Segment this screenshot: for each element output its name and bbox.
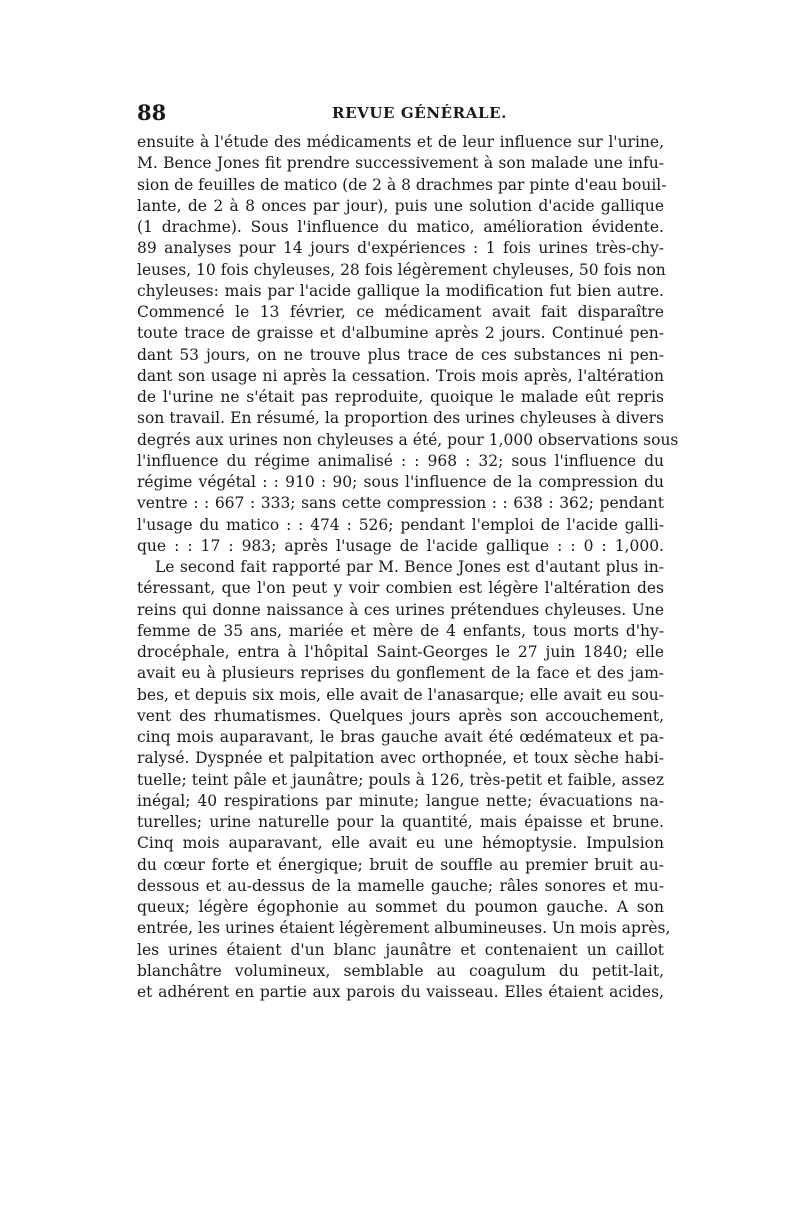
text-line: tuelle; teint pâle et jaunâtre; pouls à 126, très-petit et faible, assez <box>137 770 664 789</box>
text-line: Commencé le 13 février, ce médicament avait fait disparaître <box>137 303 664 321</box>
running-title: REVUE GÉNÉRALE. <box>332 104 507 122</box>
text-line: régime végétal : : 910 : 90; sous l'influence de la compression du <box>137 473 664 491</box>
text-line: drocéphale, entra à l'hôpital Saint-Georges le 27 juin 1840; elle <box>137 643 664 661</box>
text-line: M. Bence Jones fit prendre successivement à son malade une infu- <box>137 154 664 173</box>
text-line: blanchâtre volumineux, semblable au coagulum du petit-lait, <box>137 961 664 980</box>
text-line: de l'urine ne s'était pas reproduite, quoique le malade eût repris <box>137 388 664 406</box>
text-line: son travail. En résumé, la proportion des urines chyleuses à divers <box>137 409 664 428</box>
page-header <box>137 100 667 130</box>
text-line: degrés aux urines non chyleuses a été, pour 1,000 observations sous <box>137 430 679 449</box>
text-line: dant son usage ni après la cessation. Trois mois après, l'altération <box>137 366 664 385</box>
text-line: les urines étaient d'un blanc jaunâtre et contenaient un caillot <box>137 940 664 959</box>
text-line: sion de feuilles de matico (de 2 à 8 drachmes par pinte d'eau bouil- <box>137 175 667 194</box>
text-line: dant 53 jours, on ne trouve plus trace de ces substances ni pen- <box>137 345 664 364</box>
text-line: téressant, que l'on peut y voir combien est légère l'altération des <box>137 579 664 598</box>
text-line: du cœur forte et énergique; bruit de souffle au premier bruit au- <box>137 855 664 874</box>
text-line: cinq mois auparavant, le bras gauche avait été œdémateux et pa- <box>137 728 664 746</box>
text-line: que : : 17 : 983; après l'usage de l'acide gallique : : 0 : 1,000. <box>137 536 664 555</box>
text-line: l'influence du régime animalisé : : 968 : 32; sous l'influence du <box>137 451 664 470</box>
text-line: vent des rhumatismes. Quelques jours après son accouchement, <box>137 706 664 725</box>
text-line: ensuite à l'étude des médicaments et de leur influence sur l'urine, <box>137 133 664 151</box>
paragraph-start-line: Le second fait rapporté par M. Bence Jones est d'autant plus in- <box>155 558 664 576</box>
text-line: 89 analyses pour 14 jours d'expériences : 1 fois urines très-chy- <box>137 239 664 258</box>
text-line: leuses, 10 fois chyleuses, 28 fois légèrement chyleuses, 50 fois non <box>137 260 666 279</box>
text-line: lante, de 2 à 8 onces par jour), puis une solution d'acide gallique <box>137 196 664 215</box>
text-line: ventre : : 667 : 333; sans cette compression : : 638 : 362; pendant <box>137 494 664 513</box>
text-line: bes, et depuis six mois, elle avait de l'anasarque; elle avait eu sou- <box>137 685 664 704</box>
text-line: avait eu à plusieurs reprises du gonflement de la face et des jam- <box>137 664 664 683</box>
text-line: Cinq mois auparavant, elle avait eu une hémoptysie. Impulsion <box>137 834 664 853</box>
text-line: inégal; 40 respirations par minute; langue nette; évacuations na- <box>137 791 664 810</box>
text-line: queux; légère égophonie au sommet du poumon gauche. A son <box>137 898 664 916</box>
text-line: femme de 35 ans, mariée et mère de 4 enfants, tous morts d'hy- <box>137 621 664 640</box>
text-line: chyleuses: mais par l'acide gallique la modification fut bien autre. <box>137 281 664 300</box>
text-line: reins qui donne naissance à ces urines prétendues chyleuses. Une <box>137 600 664 619</box>
page-number: 88 <box>137 100 167 125</box>
text-line: et adhérent en partie aux parois du vaisseau. Elles étaient acides, <box>137 983 664 1001</box>
text-line: l'usage du matico : : 474 : 526; pendant l'emploi de l'acide galli- <box>137 515 664 534</box>
text-line: toute trace de graisse et d'albumine après 2 jours. Continué pen- <box>137 324 664 343</box>
text-line: dessous et au-dessus de la mamelle gauche; râles sonores et mu- <box>137 876 664 895</box>
text-line: (1 drachme). Sous l'influence du matico, amélioration évidente. <box>137 218 664 236</box>
text-line: turelles; urine naturelle pour la quantité, mais épaisse et brune. <box>137 813 664 831</box>
text-line: ralysé. Dyspnée et palpitation avec orthopnée, et toux sèche habi- <box>137 749 664 768</box>
body-text <box>137 132 679 1003</box>
text-line: entrée, les urines étaient légèrement albumineuses. Un mois après, <box>137 919 671 938</box>
